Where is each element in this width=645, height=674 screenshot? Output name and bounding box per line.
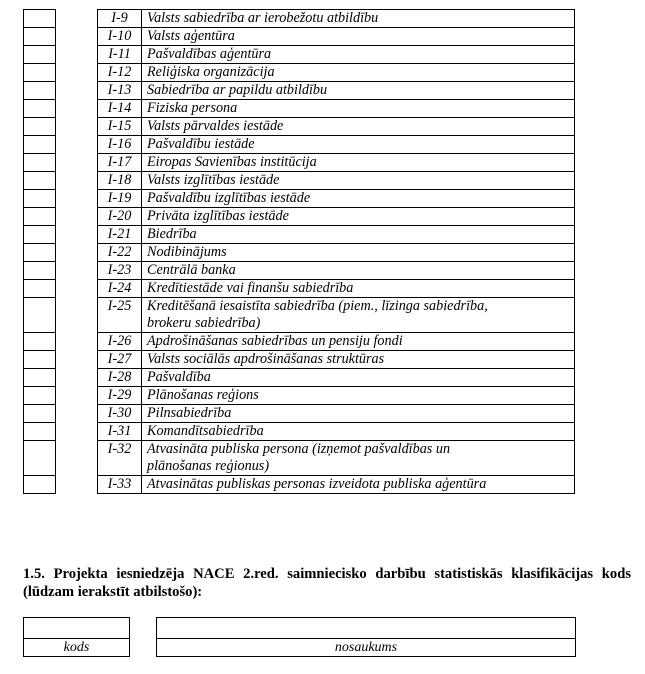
org-description-line: Valsts pārvaldes iestāde xyxy=(147,118,284,134)
org-code: I-11 xyxy=(98,46,142,64)
org-code: I-9 xyxy=(98,10,142,28)
org-description-line: brokeru sabiedrība) xyxy=(147,315,261,331)
nace-code-field xyxy=(23,617,130,657)
org-code: I-19 xyxy=(98,190,142,208)
org-description-line: Valsts sabiedrība ar ierobežotu atbildību xyxy=(147,10,379,26)
org-description xyxy=(142,298,575,333)
selection-box[interactable] xyxy=(24,136,56,154)
org-description-line: Eiropas Savienības institūcija xyxy=(147,154,317,170)
selection-box[interactable] xyxy=(24,298,56,333)
selection-box[interactable] xyxy=(24,100,56,118)
selection-box[interactable] xyxy=(24,10,56,28)
org-description xyxy=(142,28,575,46)
org-description-line: Atvasinātas publiskas personas izveidota publiska aģentūra xyxy=(147,476,487,492)
selection-box[interactable] xyxy=(24,118,56,136)
selection-box[interactable] xyxy=(24,64,56,82)
selection-box[interactable] xyxy=(24,262,56,280)
org-description xyxy=(142,10,575,28)
nace-code-input[interactable] xyxy=(24,618,130,639)
org-code: I-30 xyxy=(98,405,142,423)
selection-box[interactable] xyxy=(24,423,56,441)
org-description xyxy=(142,476,575,494)
org-description xyxy=(142,387,575,405)
table-row xyxy=(98,136,575,154)
nace-code-label: kods xyxy=(24,639,130,657)
selection-box[interactable] xyxy=(24,387,56,405)
org-description xyxy=(142,100,575,118)
org-description xyxy=(142,423,575,441)
checkbox-column xyxy=(23,9,56,494)
table-row xyxy=(98,441,575,476)
org-description xyxy=(142,190,575,208)
org-description-line: Kredītiestāde vai finanšu sabiedrība xyxy=(147,280,354,296)
org-description-line: Reliģiska organizācija xyxy=(147,64,275,80)
table-row xyxy=(98,100,575,118)
org-description xyxy=(142,154,575,172)
selection-box[interactable] xyxy=(24,154,56,172)
selection-box[interactable] xyxy=(24,172,56,190)
table-row xyxy=(98,82,575,100)
org-code: I-26 xyxy=(98,333,142,351)
org-code: I-17 xyxy=(98,154,142,172)
table-row xyxy=(98,333,575,351)
table-row xyxy=(98,226,575,244)
table-row xyxy=(98,423,575,441)
org-description xyxy=(142,244,575,262)
org-description xyxy=(142,208,575,226)
org-description xyxy=(142,441,575,476)
org-description xyxy=(142,118,575,136)
table-row xyxy=(98,46,575,64)
org-code: I-10 xyxy=(98,28,142,46)
nace-name-label: nosaukums xyxy=(157,639,576,657)
table-row xyxy=(98,208,575,226)
org-description xyxy=(142,262,575,280)
org-description xyxy=(142,82,575,100)
org-description-line: Kreditēšanā iesaistīta sabiedrība (piem., līzinga sabiedrība, xyxy=(147,298,488,314)
selection-box[interactable] xyxy=(24,280,56,298)
org-description xyxy=(142,351,575,369)
selection-box[interactable] xyxy=(24,226,56,244)
selection-box[interactable] xyxy=(24,476,56,494)
section-1-5-heading xyxy=(23,565,631,601)
table-row xyxy=(98,118,575,136)
org-description-line: Centrālā banka xyxy=(147,262,236,278)
org-description xyxy=(142,280,575,298)
org-description-line: Nodibinājums xyxy=(147,244,227,260)
org-description xyxy=(142,46,575,64)
org-description xyxy=(142,136,575,154)
org-description-line: Plānošanas reģions xyxy=(147,387,259,403)
org-description-line: Pašvaldību izglītības iestāde xyxy=(147,190,311,206)
table-row xyxy=(98,10,575,28)
table-row xyxy=(98,387,575,405)
organization-type-table xyxy=(97,9,575,494)
table-row xyxy=(98,64,575,82)
table-row xyxy=(98,405,575,423)
org-description xyxy=(142,405,575,423)
section-heading-text: Projekta iesniedzēja NACE 2.red. saimnieciskо darbību statistiskās klasifikācijas kods (lūdzam ierakstīt atbilstošo): xyxy=(23,566,631,600)
org-code: I-28 xyxy=(98,369,142,387)
table-row xyxy=(98,298,575,333)
nace-name-field xyxy=(156,617,576,657)
selection-box[interactable] xyxy=(24,190,56,208)
org-description-line: Pašvaldību iestāde xyxy=(147,136,255,152)
org-code: I-29 xyxy=(98,387,142,405)
table-row xyxy=(98,154,575,172)
org-code: I-23 xyxy=(98,262,142,280)
table-row xyxy=(98,262,575,280)
section-number: 1.5. xyxy=(23,566,45,582)
org-description-line: Valsts sociālās apdrošināšanas struktūras xyxy=(147,351,385,367)
table-row xyxy=(98,172,575,190)
org-code: I-25 xyxy=(98,298,142,333)
org-description-line: Komandītsabiedrība xyxy=(147,423,264,439)
org-code: I-20 xyxy=(98,208,142,226)
org-code: I-14 xyxy=(98,100,142,118)
table-row xyxy=(98,369,575,387)
org-description-line: Pilnsabiedrība xyxy=(147,405,232,421)
org-description-line: Apdrošināšanas sabiedrības un pensiju fondi xyxy=(147,333,403,349)
org-description-line: Valsts izglītības iestāde xyxy=(147,172,280,188)
selection-box[interactable] xyxy=(24,369,56,387)
org-description xyxy=(142,64,575,82)
org-description-line: Valsts aģentūra xyxy=(147,28,235,44)
selection-box[interactable] xyxy=(24,46,56,64)
selection-box[interactable] xyxy=(24,405,56,423)
org-description-line: Privāta izglītības iestāde xyxy=(147,208,289,224)
org-code: I-12 xyxy=(98,64,142,82)
org-code: I-33 xyxy=(98,476,142,494)
table-row xyxy=(98,28,575,46)
selection-box[interactable] xyxy=(24,351,56,369)
org-description-line: Sabiedrība ar papildu atbildību xyxy=(147,82,328,98)
selection-box[interactable] xyxy=(24,208,56,226)
org-code: I-31 xyxy=(98,423,142,441)
org-description-line: plānošanas reģionus) xyxy=(147,458,270,474)
org-code: I-22 xyxy=(98,244,142,262)
selection-box[interactable] xyxy=(24,28,56,46)
selection-box[interactable] xyxy=(24,82,56,100)
table-row xyxy=(98,476,575,494)
org-description xyxy=(142,172,575,190)
org-code: I-32 xyxy=(98,441,142,476)
org-code: I-24 xyxy=(98,280,142,298)
nace-name-input[interactable] xyxy=(157,618,576,639)
selection-box[interactable] xyxy=(24,244,56,262)
org-description-line: Fiziska persona xyxy=(147,100,238,116)
org-description-line: Pašvaldības aģentūra xyxy=(147,46,272,62)
org-code: I-21 xyxy=(98,226,142,244)
table-row xyxy=(98,280,575,298)
table-row xyxy=(98,244,575,262)
org-description xyxy=(142,333,575,351)
org-description-line: Pašvaldība xyxy=(147,369,211,385)
org-code: I-13 xyxy=(98,82,142,100)
org-code: I-15 xyxy=(98,118,142,136)
org-code: I-27 xyxy=(98,351,142,369)
org-description xyxy=(142,226,575,244)
selection-box[interactable] xyxy=(24,441,56,476)
table-row xyxy=(98,190,575,208)
org-code: I-16 xyxy=(98,136,142,154)
org-description xyxy=(142,369,575,387)
org-description-line: Biedrība xyxy=(147,226,197,242)
table-row xyxy=(98,351,575,369)
org-description-line: Atvasināta publiska persona (izņemot pašvaldības un xyxy=(147,441,451,457)
selection-box[interactable] xyxy=(24,333,56,351)
org-code: I-18 xyxy=(98,172,142,190)
